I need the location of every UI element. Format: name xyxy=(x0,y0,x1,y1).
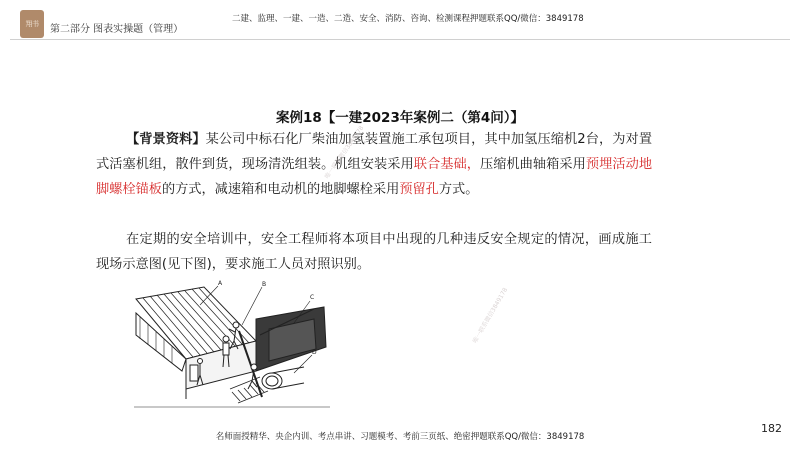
case-title: 案例18【一建2023年案例二（第4问）】 xyxy=(275,110,524,126)
background-paragraph xyxy=(96,128,652,202)
figure-label-d: D xyxy=(312,349,317,356)
background-text-d: 方式。 xyxy=(438,181,479,197)
brand-logo xyxy=(20,10,44,38)
background-text-c: 的方式，减速箱和电动机的地脚螺栓采用 xyxy=(161,181,400,197)
footer-notice: 名师面授精华、央企内训、考点串讲、习题模考、考前三页纸、绝密押题联系QQ/微信：3849178 xyxy=(215,432,585,442)
watermark: 唯一联系微信3849178 xyxy=(471,286,510,345)
figure-label-b: B xyxy=(262,281,267,288)
training-paragraph: 在定期的安全培训中，安全工程师将本项目中出现的几种违反安全规定的情况，画成施工现场示意图(见下图)，要求施工人员对照识别。 xyxy=(96,232,652,272)
highlight-combined-foundation: 联合基础， xyxy=(413,156,480,172)
wall-window xyxy=(190,365,198,381)
background-text-b: 压缩机曲轴箱采用 xyxy=(479,156,586,172)
figure-label-c: C xyxy=(310,294,315,301)
highlight-reserved-hole: 预留孔 xyxy=(399,181,439,197)
header-divider xyxy=(10,39,790,40)
site-illustration xyxy=(134,279,330,427)
logo-text: 翔书 xyxy=(25,20,39,28)
header-notice: 二建、监理、一建、一造、二造、安全、消防、咨询、检测课程押题联系QQ/微信：3849178 xyxy=(232,14,584,24)
highlight-anchor-plate: 预埋活动地脚螺栓锚板 xyxy=(96,156,653,197)
background-text-a: 某公司中标石化厂柴油加氢装置施工承包项目，其中加氢压缩机2台，为对置式活塞机组，散件到货，现场清洗组装。机组安装采用 xyxy=(96,132,653,172)
background-label: 【背景资料】 xyxy=(126,132,206,147)
page-number: 182 xyxy=(761,422,782,435)
figure-label-a: A xyxy=(218,280,223,287)
section-title: 第二部分 图表实操题（管理） xyxy=(50,24,184,35)
watermark: 唯一联系微信3849178 xyxy=(323,124,366,181)
